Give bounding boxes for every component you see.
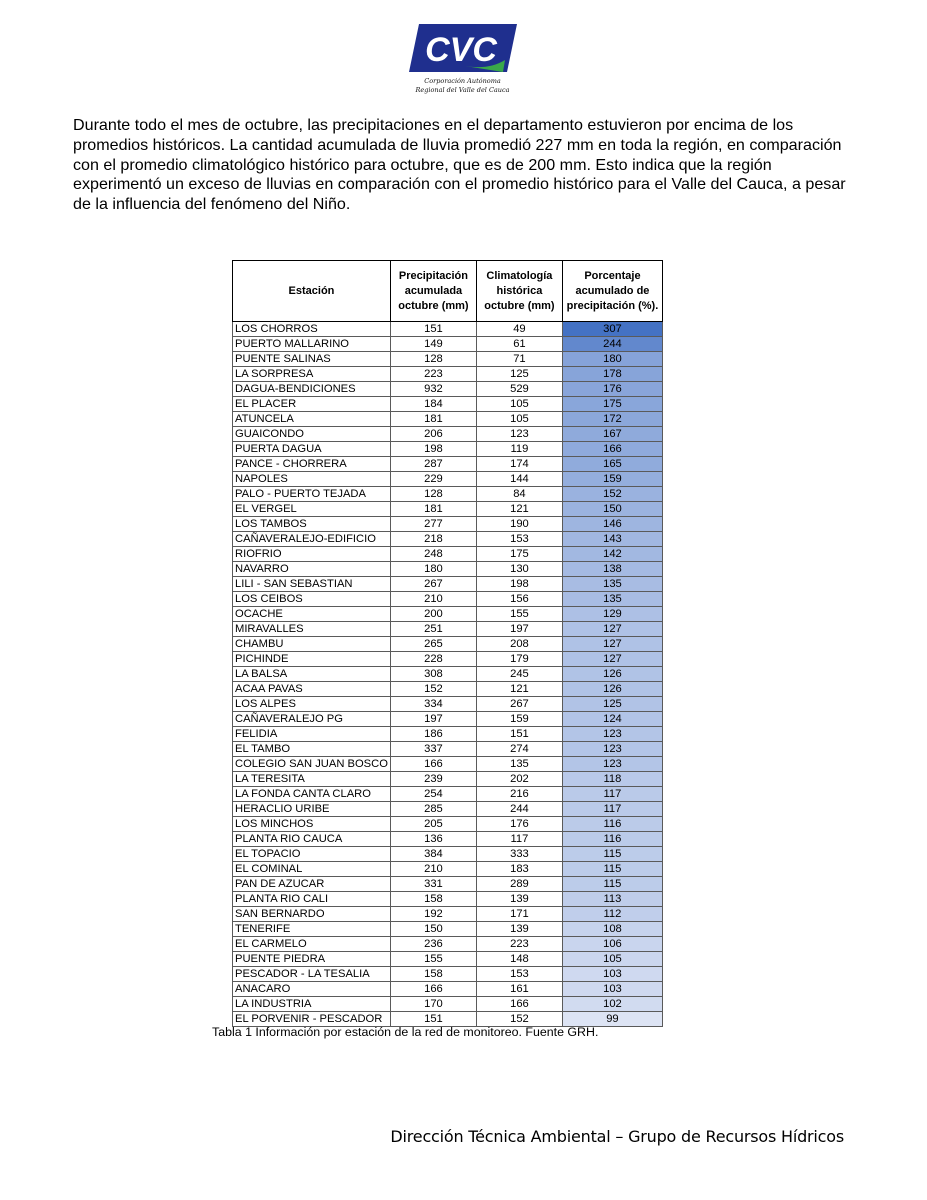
- percent-cell: 123: [562, 742, 662, 757]
- station-name-cell: EL TAMBO: [233, 742, 391, 757]
- table-row: [233, 622, 663, 637]
- station-name-cell: MIRAVALLES: [233, 622, 391, 637]
- climatology-cell: 267: [476, 697, 562, 712]
- table-row: [233, 532, 663, 547]
- station-name-cell: PANCE - CHORRERA: [233, 457, 391, 472]
- precip-cell: 248: [390, 547, 476, 562]
- station-name-cell: LOS CHORROS: [233, 322, 391, 337]
- table-row: [233, 892, 663, 907]
- table-row: [233, 592, 663, 607]
- climatology-cell: 223: [476, 937, 562, 952]
- header-precipitacion: Precipitación acumulada octubre (mm): [390, 261, 476, 322]
- station-name-cell: PICHINDE: [233, 652, 391, 667]
- precip-cell: 337: [390, 742, 476, 757]
- precip-cell: 308: [390, 667, 476, 682]
- climatology-cell: 244: [476, 802, 562, 817]
- precip-cell: 251: [390, 622, 476, 637]
- climatology-cell: 119: [476, 442, 562, 457]
- station-name-cell: RIOFRIO: [233, 547, 391, 562]
- table-row: [233, 562, 663, 577]
- table-row: [233, 502, 663, 517]
- table-row: [233, 382, 663, 397]
- climatology-cell: 121: [476, 682, 562, 697]
- table-row: [233, 322, 663, 337]
- percent-cell: 167: [562, 427, 662, 442]
- climatology-cell: 130: [476, 562, 562, 577]
- percent-cell: 103: [562, 982, 662, 997]
- table-body: [233, 322, 663, 1027]
- precip-cell: 331: [390, 877, 476, 892]
- climatology-cell: 153: [476, 532, 562, 547]
- station-name-cell: EL VERGEL: [233, 502, 391, 517]
- climatology-cell: 139: [476, 922, 562, 937]
- precip-cell: 184: [390, 397, 476, 412]
- table-row: [233, 982, 663, 997]
- percent-cell: 127: [562, 622, 662, 637]
- percent-cell: 115: [562, 862, 662, 877]
- percent-cell: 166: [562, 442, 662, 457]
- station-name-cell: ANACARO: [233, 982, 391, 997]
- percent-cell: 102: [562, 997, 662, 1012]
- climatology-cell: 139: [476, 892, 562, 907]
- station-name-cell: LOS MINCHOS: [233, 817, 391, 832]
- climatology-cell: 161: [476, 982, 562, 997]
- table-row: [233, 742, 663, 757]
- climatology-cell: 202: [476, 772, 562, 787]
- station-name-cell: PUERTA DAGUA: [233, 442, 391, 457]
- station-name-cell: EL TOPACIO: [233, 847, 391, 862]
- precip-cell: 267: [390, 577, 476, 592]
- station-name-cell: PESCADOR - LA TESALIA: [233, 967, 391, 982]
- header-climatologia: Climatología histórica octubre (mm): [476, 261, 562, 322]
- percent-cell: 124: [562, 712, 662, 727]
- table-row: [233, 682, 663, 697]
- precip-cell: 152: [390, 682, 476, 697]
- percent-cell: 123: [562, 757, 662, 772]
- climatology-cell: 175: [476, 547, 562, 562]
- precip-cell: 254: [390, 787, 476, 802]
- page-footer: Dirección Técnica Ambiental – Grupo de Recursos Hídricos: [390, 1127, 844, 1146]
- percent-cell: 165: [562, 457, 662, 472]
- station-name-cell: ATUNCELA: [233, 412, 391, 427]
- station-name-cell: LA FONDA CANTA CLARO: [233, 787, 391, 802]
- climatology-cell: 155: [476, 607, 562, 622]
- station-name-cell: SAN BERNARDO: [233, 907, 391, 922]
- climatology-cell: 156: [476, 592, 562, 607]
- climatology-cell: 197: [476, 622, 562, 637]
- percent-cell: 118: [562, 772, 662, 787]
- table-row: [233, 472, 663, 487]
- climatology-cell: 117: [476, 832, 562, 847]
- station-name-cell: LOS TAMBOS: [233, 517, 391, 532]
- station-name-cell: EL CARMELO: [233, 937, 391, 952]
- table-row: [233, 952, 663, 967]
- climatology-cell: 190: [476, 517, 562, 532]
- precip-cell: 210: [390, 862, 476, 877]
- percent-cell: 103: [562, 967, 662, 982]
- station-name-cell: CAÑAVERALEJO PG: [233, 712, 391, 727]
- climatology-cell: 125: [476, 367, 562, 382]
- table-row: [233, 757, 663, 772]
- climatology-cell: 152: [476, 1012, 562, 1027]
- station-name-cell: PUENTE SALINAS: [233, 352, 391, 367]
- table-row: [233, 412, 663, 427]
- intro-paragraph: Durante todo el mes de octubre, las precipitaciones en el departamento estuvieron por encima de los promedios históricos. La cantidad acumulada de lluvia promedió 227 mm en toda la región, en comparación con el promedio climatológico histórico para octubre, que es de 200 mm. Esto indica que la región experimentó un exceso de lluvias en comparación con el promedio histórico para el Valle del Cauca, a pesar de la influencia del fenómeno del Niño.: [73, 116, 846, 214]
- precip-cell: 151: [390, 322, 476, 337]
- precip-cell: 932: [390, 382, 476, 397]
- station-name-cell: EL PLACER: [233, 397, 391, 412]
- station-name-cell: COLEGIO SAN JUAN BOSCO: [233, 757, 391, 772]
- climatology-cell: 333: [476, 847, 562, 862]
- precip-cell: 186: [390, 727, 476, 742]
- percent-cell: 116: [562, 817, 662, 832]
- org-name-line1: Corporación Autónoma: [424, 77, 501, 85]
- climatology-cell: 174: [476, 457, 562, 472]
- percent-cell: 129: [562, 607, 662, 622]
- precip-cell: 136: [390, 832, 476, 847]
- table-row: [233, 937, 663, 952]
- precip-cell: 218: [390, 532, 476, 547]
- station-name-cell: EL PORVENIR - PESCADOR: [233, 1012, 391, 1027]
- climatology-cell: 176: [476, 817, 562, 832]
- station-name-cell: NAVARRO: [233, 562, 391, 577]
- station-name-cell: LA SORPRESA: [233, 367, 391, 382]
- table-row: [233, 802, 663, 817]
- station-name-cell: GUAICONDO: [233, 427, 391, 442]
- station-name-cell: LA TERESITA: [233, 772, 391, 787]
- percent-cell: 143: [562, 532, 662, 547]
- climatology-cell: 148: [476, 952, 562, 967]
- climatology-cell: 105: [476, 397, 562, 412]
- station-name-cell: PLANTA RIO CALI: [233, 892, 391, 907]
- precip-cell: 334: [390, 697, 476, 712]
- table-header-row: [233, 261, 663, 322]
- percent-cell: 135: [562, 592, 662, 607]
- precip-cell: 239: [390, 772, 476, 787]
- percent-cell: 116: [562, 832, 662, 847]
- climatology-cell: 121: [476, 502, 562, 517]
- precip-cell: 229: [390, 472, 476, 487]
- precip-cell: 265: [390, 637, 476, 652]
- percent-cell: 146: [562, 517, 662, 532]
- precip-cell: 228: [390, 652, 476, 667]
- climatology-cell: 71: [476, 352, 562, 367]
- table-row: [233, 712, 663, 727]
- precip-cell: 149: [390, 337, 476, 352]
- precip-cell: 197: [390, 712, 476, 727]
- climatology-cell: 159: [476, 712, 562, 727]
- climatology-cell: 274: [476, 742, 562, 757]
- percent-cell: 125: [562, 697, 662, 712]
- precip-cell: 198: [390, 442, 476, 457]
- station-name-cell: PALO - PUERTO TEJADA: [233, 487, 391, 502]
- station-name-cell: PUERTO MALLARINO: [233, 337, 391, 352]
- table-caption: Tabla 1 Información por estación de la red de monitoreo. Fuente GRH.: [212, 1025, 599, 1039]
- station-name-cell: LOS ALPES: [233, 697, 391, 712]
- table-row: [233, 397, 663, 412]
- percent-cell: 127: [562, 637, 662, 652]
- station-name-cell: CHAMBU: [233, 637, 391, 652]
- percent-cell: 142: [562, 547, 662, 562]
- percent-cell: 117: [562, 787, 662, 802]
- table-row: [233, 607, 663, 622]
- climatology-cell: 123: [476, 427, 562, 442]
- cvc-logo: [405, 20, 520, 100]
- org-name-line2: Regional del Valle del Cauca: [415, 86, 510, 94]
- percent-cell: 115: [562, 847, 662, 862]
- percent-cell: 152: [562, 487, 662, 502]
- table-row: [233, 667, 663, 682]
- station-name-cell: OCACHE: [233, 607, 391, 622]
- cvc-logo-emblem: [405, 20, 520, 76]
- table-row: [233, 997, 663, 1012]
- stations-table: [232, 260, 663, 1027]
- table-row: [233, 832, 663, 847]
- station-name-cell: LOS CEIBOS: [233, 592, 391, 607]
- table-row: [233, 427, 663, 442]
- climatology-cell: 179: [476, 652, 562, 667]
- precip-cell: 151: [390, 1012, 476, 1027]
- table-row: [233, 697, 663, 712]
- percent-cell: 126: [562, 682, 662, 697]
- percent-cell: 176: [562, 382, 662, 397]
- station-name-cell: NAPOLES: [233, 472, 391, 487]
- climatology-cell: 289: [476, 877, 562, 892]
- station-name-cell: PAN DE AZUCAR: [233, 877, 391, 892]
- table-row: [233, 577, 663, 592]
- percent-cell: 138: [562, 562, 662, 577]
- table-row: [233, 967, 663, 982]
- climatology-cell: 49: [476, 322, 562, 337]
- percent-cell: 172: [562, 412, 662, 427]
- percent-cell: 135: [562, 577, 662, 592]
- table-row: [233, 847, 663, 862]
- station-name-cell: LILI - SAN SEBASTIAN: [233, 577, 391, 592]
- station-name-cell: PLANTA RIO CAUCA: [233, 832, 391, 847]
- header-estacion: Estación: [233, 261, 391, 322]
- precip-cell: 236: [390, 937, 476, 952]
- stations-table-wrapper: [232, 260, 663, 1027]
- station-name-cell: EL COMINAL: [233, 862, 391, 877]
- climatology-cell: 198: [476, 577, 562, 592]
- table-row: [233, 337, 663, 352]
- percent-cell: 150: [562, 502, 662, 517]
- precip-cell: 166: [390, 982, 476, 997]
- precip-cell: 206: [390, 427, 476, 442]
- climatology-cell: 105: [476, 412, 562, 427]
- table-row: [233, 457, 663, 472]
- percent-cell: 175: [562, 397, 662, 412]
- precip-cell: 205: [390, 817, 476, 832]
- station-name-cell: HERACLIO URIBE: [233, 802, 391, 817]
- precip-cell: 210: [390, 592, 476, 607]
- precip-cell: 223: [390, 367, 476, 382]
- precip-cell: 285: [390, 802, 476, 817]
- percent-cell: 117: [562, 802, 662, 817]
- table-row: [233, 652, 663, 667]
- table-row: [233, 787, 663, 802]
- percent-cell: 307: [562, 322, 662, 337]
- station-name-cell: PUENTE PIEDRA: [233, 952, 391, 967]
- precip-cell: 155: [390, 952, 476, 967]
- climatology-cell: 171: [476, 907, 562, 922]
- precip-cell: 192: [390, 907, 476, 922]
- climatology-cell: 153: [476, 967, 562, 982]
- station-name-cell: LA INDUSTRIA: [233, 997, 391, 1012]
- percent-cell: 108: [562, 922, 662, 937]
- percent-cell: 115: [562, 877, 662, 892]
- percent-cell: 99: [562, 1012, 662, 1027]
- precip-cell: 200: [390, 607, 476, 622]
- precip-cell: 170: [390, 997, 476, 1012]
- percent-cell: 113: [562, 892, 662, 907]
- climatology-cell: 183: [476, 862, 562, 877]
- climatology-cell: 135: [476, 757, 562, 772]
- percent-cell: 159: [562, 472, 662, 487]
- climatology-cell: 151: [476, 727, 562, 742]
- station-name-cell: TENERIFE: [233, 922, 391, 937]
- table-row: [233, 862, 663, 877]
- precip-cell: 181: [390, 412, 476, 427]
- table-row: [233, 907, 663, 922]
- percent-cell: 112: [562, 907, 662, 922]
- precip-cell: 277: [390, 517, 476, 532]
- percent-cell: 180: [562, 352, 662, 367]
- percent-cell: 106: [562, 937, 662, 952]
- percent-cell: 127: [562, 652, 662, 667]
- climatology-cell: 245: [476, 667, 562, 682]
- table-row: [233, 352, 663, 367]
- precip-cell: 150: [390, 922, 476, 937]
- station-name-cell: CAÑAVERALEJO-EDIFICIO: [233, 532, 391, 547]
- percent-cell: 244: [562, 337, 662, 352]
- climatology-cell: 166: [476, 997, 562, 1012]
- climatology-cell: 61: [476, 337, 562, 352]
- table-row: [233, 367, 663, 382]
- table-row: [233, 772, 663, 787]
- percent-cell: 178: [562, 367, 662, 382]
- table-row: [233, 517, 663, 532]
- station-name-cell: ACAA PAVAS: [233, 682, 391, 697]
- logo-lettering: CVC: [425, 31, 497, 69]
- station-name-cell: LA BALSA: [233, 667, 391, 682]
- table-row: [233, 727, 663, 742]
- header-porcentaje: Porcentaje acumulado de precipitación (%).: [562, 261, 662, 322]
- precip-cell: 384: [390, 847, 476, 862]
- precip-cell: 158: [390, 892, 476, 907]
- percent-cell: 123: [562, 727, 662, 742]
- table-row: [233, 547, 663, 562]
- climatology-cell: 144: [476, 472, 562, 487]
- table-row: [233, 442, 663, 457]
- precip-cell: 166: [390, 757, 476, 772]
- table-row: [233, 637, 663, 652]
- climatology-cell: 84: [476, 487, 562, 502]
- station-name-cell: DAGUA-BENDICIONES: [233, 382, 391, 397]
- table-row: [233, 877, 663, 892]
- table-row: [233, 487, 663, 502]
- percent-cell: 126: [562, 667, 662, 682]
- climatology-cell: 529: [476, 382, 562, 397]
- precip-cell: 180: [390, 562, 476, 577]
- climatology-cell: 208: [476, 637, 562, 652]
- precip-cell: 128: [390, 352, 476, 367]
- precip-cell: 181: [390, 502, 476, 517]
- percent-cell: 105: [562, 952, 662, 967]
- table-row: [233, 817, 663, 832]
- table-row: [233, 922, 663, 937]
- climatology-cell: 216: [476, 787, 562, 802]
- station-name-cell: FELIDIA: [233, 727, 391, 742]
- precip-cell: 128: [390, 487, 476, 502]
- precip-cell: 158: [390, 967, 476, 982]
- precip-cell: 287: [390, 457, 476, 472]
